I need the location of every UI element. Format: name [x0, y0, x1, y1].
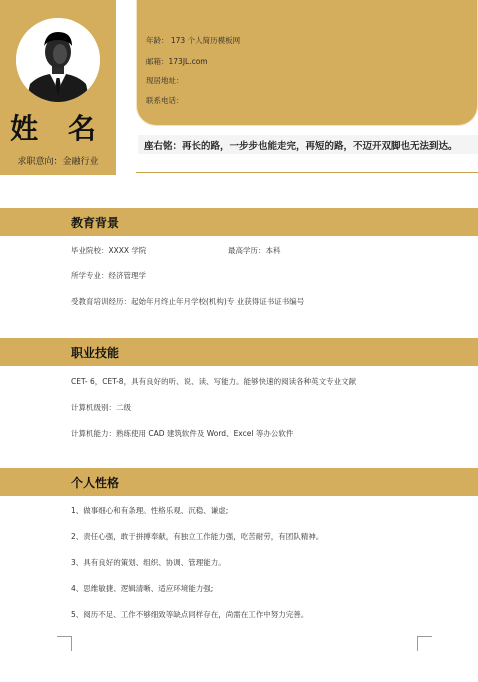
person-portrait-icon	[16, 18, 100, 102]
personality-line: 2、责任心强，敢于拼搏奉献，有独立工作能力强，吃苦耐劳，有团队精神。	[71, 532, 324, 541]
section-personality	[0, 468, 478, 496]
section-title-personality: 个人性格	[71, 476, 120, 490]
degree-field: 最高学历：本科	[228, 246, 281, 255]
phone-field: 联系电话：	[146, 96, 184, 105]
section-title-education: 教育背景	[71, 216, 120, 230]
training-field: 受教育培训经历：起始年月终止年月学校(机构)专 业获得证书证书编号	[71, 297, 305, 306]
address-field: 现居地址：	[146, 76, 184, 85]
skill-line: 计算机级别：二级	[71, 403, 131, 412]
name-heading: 姓 名	[10, 112, 106, 145]
section-education	[0, 208, 478, 236]
skill-line: CET- 6，CET-8，具有良好的听、说、读、写能力。能够快速的阅读各种英文专业文献	[71, 377, 357, 386]
page-corner-mark	[57, 636, 72, 651]
profile-panel	[0, 0, 116, 175]
motto-text: 座右铭：再长的路，一步步也能走完，再短的路，不迈开双脚也无法到达。	[144, 141, 458, 152]
personality-line: 1、做事细心和有条理。性格乐观、沉稳、谦虚;	[71, 506, 229, 515]
section-skills	[0, 338, 478, 366]
personality-line: 5、阅历不足、工作不够细致等缺点同样存在，尚需在工作中努力完善。	[71, 610, 309, 619]
avatar	[16, 18, 100, 102]
skill-line: 计算机能力：熟练使用 CAD 建筑软件及 Word、Excel 等办公软件	[71, 429, 294, 438]
page-corner-mark	[417, 636, 432, 651]
personality-line: 3、具有良好的策划、组织、协调、管理能力。	[71, 558, 226, 567]
email-field: 邮箱：173JL.com	[146, 57, 208, 66]
age-field: 年龄： 173 个人简历模板网	[146, 36, 241, 45]
school-field: 毕业院校：XXXX 学院	[71, 246, 147, 255]
section-title-skills: 职业技能	[71, 346, 120, 360]
job-intent: 求职意向：金融行业	[17, 157, 99, 167]
major-field: 所学专业：经济管理学	[71, 271, 146, 280]
personality-line: 4、思维敏捷、逻辑清晰、适应环境能力强;	[71, 584, 214, 593]
divider	[136, 172, 478, 173]
